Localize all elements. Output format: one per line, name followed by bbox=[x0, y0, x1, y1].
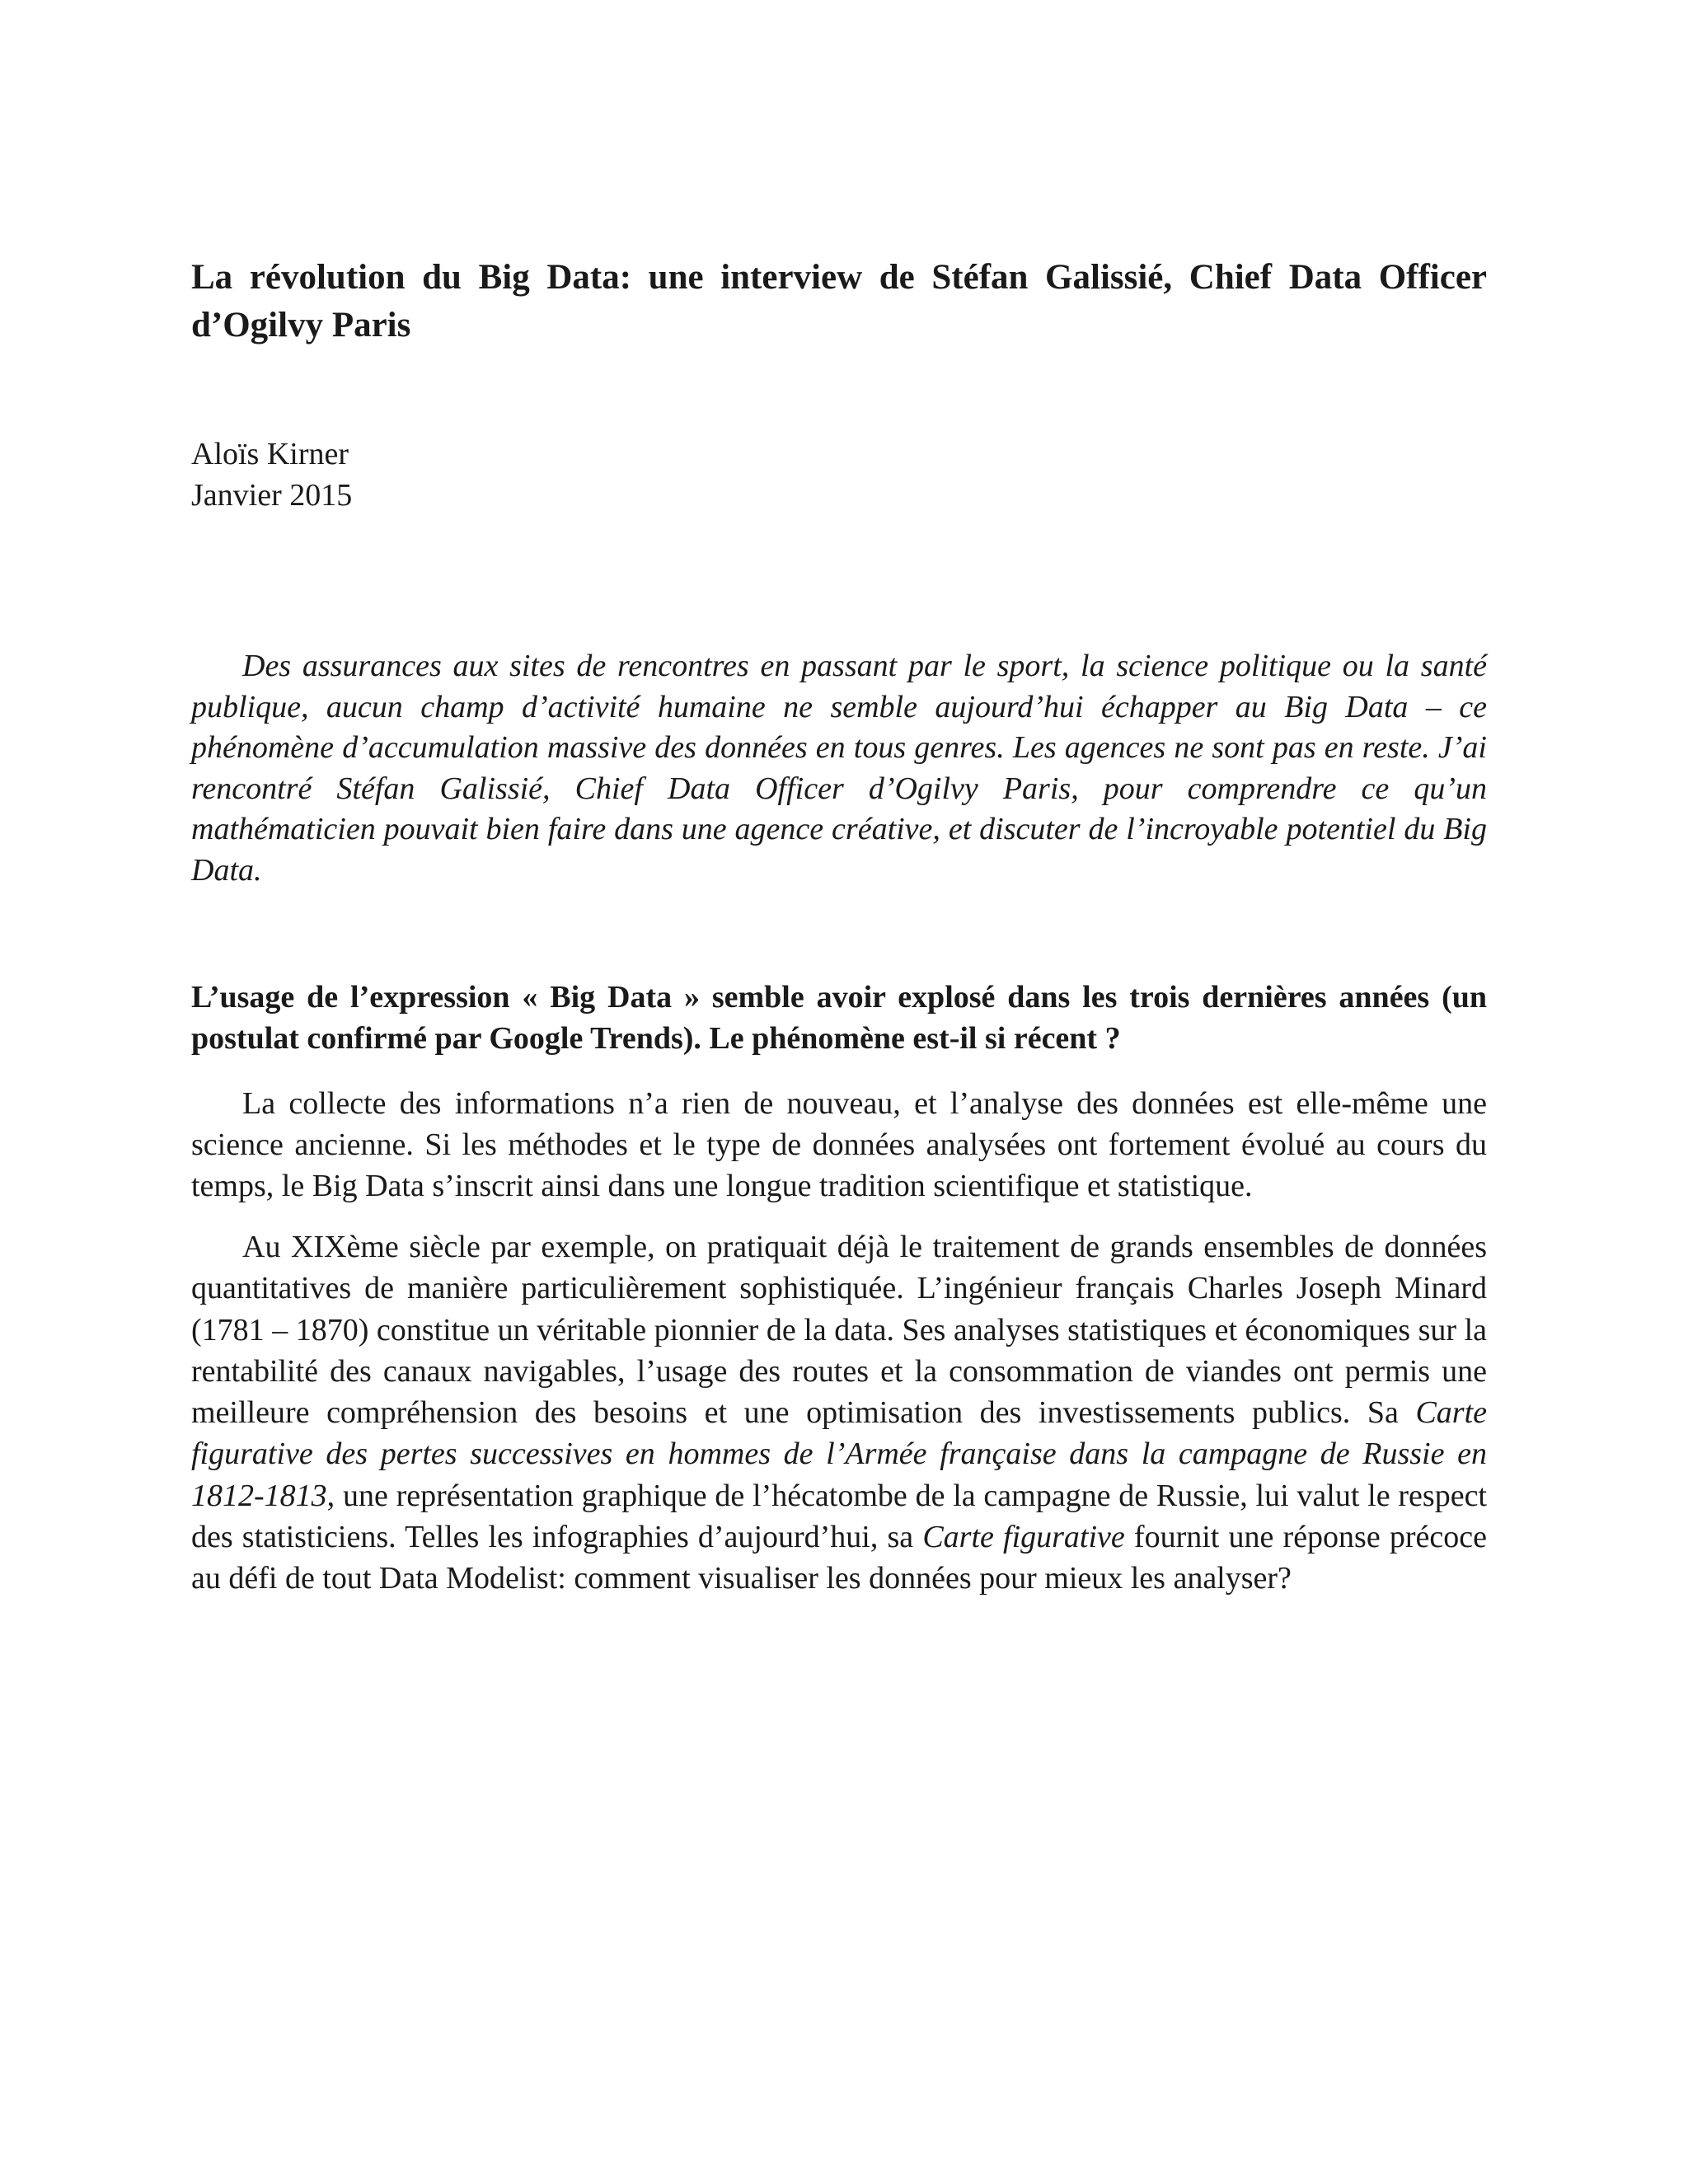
paragraph-text: fournit une réponse précoce au défi de tout Data Modelist: comment visualiser les données pour mieux les analyser? bbox=[191, 1520, 1487, 1596]
paragraph-text: , une représentation graphique de l’hécatombe de la campagne de Russie, lui valut le respect des statisticiens. Telles les infographies d’aujourd’hui, sa bbox=[191, 1478, 1487, 1555]
answer-paragraph-2 bbox=[191, 1226, 1487, 1600]
author-name: Aloïs Kirner bbox=[191, 437, 349, 471]
abstract: Des assurances aux sites de rencontres en passant par le sport, la science politique ou la santé publique, aucun champ d’activité humaine ne semble aujourd’hui échapper au Big Data – ce phénomène d’accumulation massive des données en tous genres. Les agences ne sont pas en reste. J’ai rencontré Stéfan Galissié, Chief Data Officer d’Ogilvy Paris, pour comprendre ce qu’un mathématicien pouvait bien faire dans une agence créative, et discuter de l’incroyable potentiel du Big Data. bbox=[191, 649, 1487, 888]
byline bbox=[191, 434, 352, 516]
publication-date: Janvier 2015 bbox=[191, 478, 353, 513]
paragraph-text: Au XIXème siècle par exemple, on pratiquait déjà le traitement de grands ensembles de données quantitatives de manière particulièrement sophistiquée. L’ingénieur français Charles Joseph Minard (1781 – 1870) constitue un véritable pionnier de la data. Ses analyses statistiques et économiques sur la rentabilité des canaux navigables, l’usage des routes et la consommation de viandes ont permis une meilleure compréhension des besoins et une optimisation des investissements publics. Sa bbox=[191, 1230, 1487, 1431]
italic-title: Carte figurative des pertes successives en hommes de l’Armée française dans la campagne de Russie en 1812-1813 bbox=[191, 1395, 1487, 1513]
document-title: La révolution du Big Data: une interview de Stéfan Galissié, Chief Data Officer d’Ogilvy Paris bbox=[191, 258, 1487, 344]
answer-paragraph-1: La collecte des informations n’a rien de nouveau, et l’analyse des données est elle-même une science ancienne. Si les méthodes et le type de données analysées ont fortement évolué au cours du temps, le Big Data s’inscrit ainsi dans une longue tradition scientifique et statistique. bbox=[191, 1086, 1487, 1203]
interview-question: L’usage de l’expression « Big Data » semble avoir explosé dans les trois dernières années (un postulat confirmé par Google Trends). Le phénomène est-il si récent ? bbox=[191, 980, 1487, 1056]
italic-title: Carte figurative bbox=[922, 1520, 1125, 1555]
